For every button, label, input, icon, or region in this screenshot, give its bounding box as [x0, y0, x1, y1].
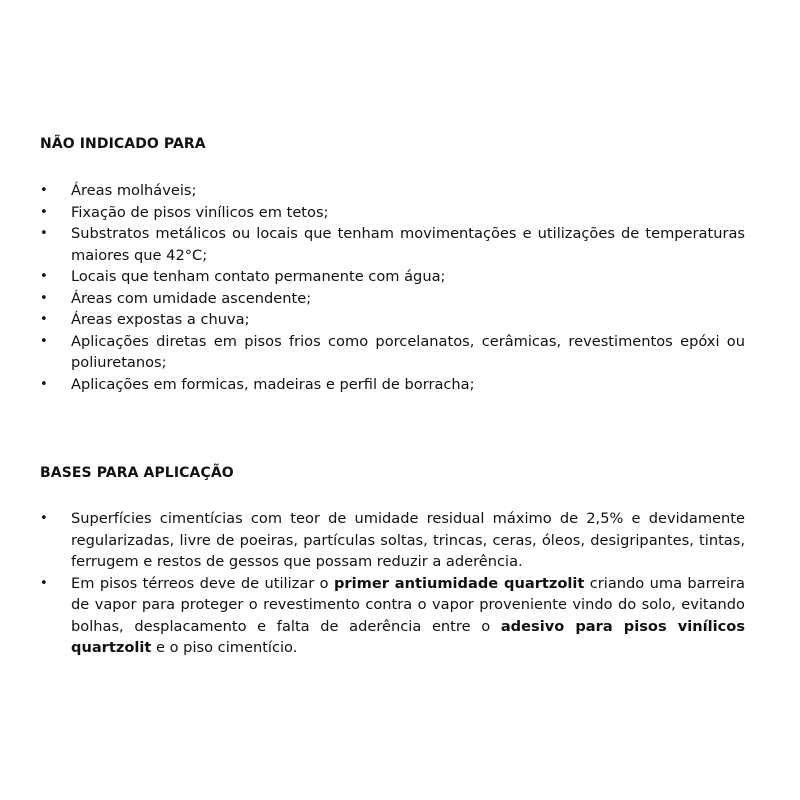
- not-indicated-list: [0, 180, 800, 395]
- list-item: • Superfícies cimentícias com teor de umidade residual máximo de 2,5% e devidamente regularizadas, livre de poeiras, partículas soltas, trincas, ceras, óleos, desigripantes, tintas, ferrugem e restos de gessos que possam reduzir a aderência.: [0, 508, 745, 573]
- product-name-adesivo: adesivo para pisos vinílicos quartzolit: [71, 617, 746, 656]
- list-item-text: criando uma barreira de vapor para proteger o revestimento contra o vapor proveniente vindo do solo, evitando bolhas, desplacamento e falta de aderência entre o: [71, 574, 745, 635]
- list-item: • Locais que tenham contato permanente com água;: [0, 266, 745, 288]
- list-item: • Aplicações diretas em pisos frios como porcelanatos, cerâmicas, revestimentos epóxi ou poliuretanos;: [0, 331, 745, 374]
- list-item: • Aplicações em formicas, madeiras e perfil de borracha;: [0, 374, 745, 396]
- section-heading-bases: BASES PARA APLICAÇÃO: [40, 465, 234, 481]
- list-item: • Áreas com umidade ascendente;: [0, 288, 745, 310]
- list-item: • Áreas molháveis;: [0, 180, 745, 202]
- list-item-text: e o piso cimentício.: [151, 639, 298, 656]
- list-item: • Fixação de pisos vinílicos em tetos;: [0, 202, 745, 224]
- section-heading-nao-indicado: NÃO INDICADO PARA: [40, 136, 206, 152]
- application-bases-list: [0, 508, 800, 659]
- list-item-text: Em pisos térreos deve de utilizar o: [71, 574, 334, 592]
- list-item: [0, 573, 745, 659]
- list-item: • Substratos metálicos ou locais que tenham movimentações e utilizações de temperaturas maiores que 42°C;: [0, 223, 745, 266]
- list-item: • Áreas expostas a chuva;: [0, 309, 745, 331]
- product-name-primer: primer antiumidade quartzolit: [333, 574, 585, 592]
